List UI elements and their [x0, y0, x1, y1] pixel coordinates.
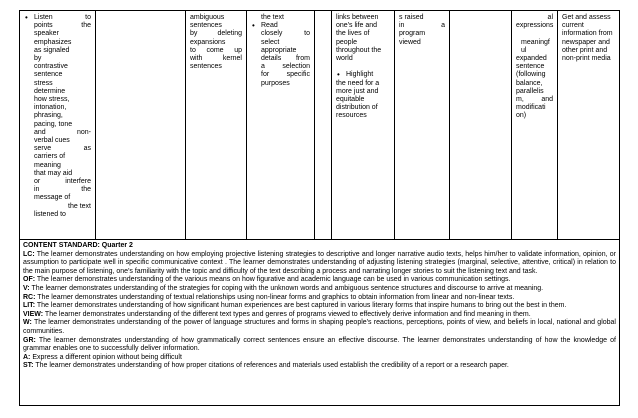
standard-text: The learner demonstrates understanding of how grammatically correct sentences ensure an effective discourse. The learner demonstrates understanding of how the knowledge of grammar enables one to successfully deliver information.	[23, 336, 616, 353]
cell-line: as signaled	[34, 46, 70, 54]
standard-item	[23, 311, 616, 320]
cell-line: modificati	[516, 104, 546, 112]
cell-line: a selection	[261, 63, 310, 71]
cell-line: by deleting	[190, 30, 242, 38]
cell-line: one's life and	[336, 22, 378, 30]
cell-line: stress	[34, 79, 53, 87]
cell-line: emphasizes	[34, 38, 72, 46]
cell-line: program	[399, 30, 426, 38]
cell-line: equitable	[336, 96, 365, 104]
standard-code: VIEW:	[23, 310, 44, 318]
standard-item	[23, 302, 616, 311]
cell-line: sentence	[516, 63, 545, 71]
cell-line: to come up	[190, 46, 242, 54]
cell-line: viewed	[399, 38, 421, 46]
standard-text: The learner demonstrates understanding of the power of language structures and forms in shaping people's reactions, perceptions, points of view, and beliefs in local, national and global communities.	[23, 319, 616, 335]
cell-line: balance,	[516, 79, 543, 87]
cell-line: listened to	[34, 210, 66, 218]
table-cell-listening	[20, 11, 96, 239]
cell-line: throughout the	[336, 46, 382, 54]
table-cell-grammar	[512, 11, 558, 239]
cell-line: pacing, tone	[34, 120, 73, 128]
cell-line: carriers of	[34, 153, 66, 161]
cell-line: the text	[68, 202, 91, 210]
cell-line: • Read	[261, 22, 278, 30]
table-cell-vocabulary	[186, 11, 247, 239]
cell-line: current	[562, 22, 584, 30]
cell-line: that may aid	[34, 169, 73, 177]
standard-item	[23, 294, 616, 303]
cell-line: points the	[34, 22, 91, 30]
standard-text: The learner demonstrates understanding of the different text types and genres of programs viewed to effectively derive information and find meaning in them.	[43, 310, 531, 318]
standard-item	[23, 354, 616, 363]
cell-line: serve as	[34, 145, 91, 153]
cell-line: appropriate	[261, 46, 297, 54]
cell-line: ul	[521, 46, 527, 54]
table-cell-study-strategies	[558, 11, 619, 239]
cell-line: message of	[34, 194, 71, 202]
standard-text: The learner demonstrates understanding of the various means on how figurative and academic language can be used in various communication settings.	[35, 276, 511, 284]
standard-code: W:	[23, 319, 32, 327]
cell-line: sentences	[190, 63, 222, 71]
bullet-item	[24, 14, 91, 219]
cell-line: sentence	[34, 71, 63, 79]
cell-line: on)	[516, 112, 527, 120]
standard-code: LIT:	[23, 302, 36, 310]
standard-code: ST:	[23, 362, 34, 370]
cell-line: distribution of	[336, 104, 378, 112]
cell-line: al	[547, 14, 553, 21]
cell-line: • Highlight	[346, 71, 374, 79]
cell-line: determine	[34, 87, 66, 95]
cell-line: m, and	[516, 96, 553, 104]
cell-line: with kernel	[190, 55, 242, 63]
cell-line: or interfere	[34, 178, 91, 186]
bullet-item	[251, 22, 310, 88]
standard-code: A:	[23, 353, 31, 361]
cell-line: ambiguous	[190, 14, 225, 21]
cell-line: select	[261, 38, 280, 46]
standard-text: The learner demonstrates understanding of textual relationships using non-linear forms and graphics to obtain information from linear and non-linear texts.	[35, 293, 515, 301]
standard-code: GR:	[23, 336, 36, 344]
cell-line: the need for a	[336, 79, 380, 87]
cell-line: expansions	[190, 38, 226, 46]
cell-line: sentences	[190, 22, 222, 30]
standard-item	[23, 251, 616, 277]
content-standard-box	[19, 240, 620, 406]
cell-line	[336, 63, 390, 71]
standard-code: V:	[23, 284, 30, 292]
cell-line: • Listen to	[34, 14, 91, 21]
cell-line: by	[34, 55, 42, 63]
standard-item	[23, 285, 616, 294]
cell-line: world	[336, 55, 353, 63]
bullet-item	[336, 71, 390, 120]
cell-line: meaningf	[521, 38, 550, 46]
standard-item	[23, 362, 616, 371]
table-cell-empty	[450, 11, 512, 239]
cell-line: parallelis	[516, 87, 544, 95]
standard-item	[23, 319, 616, 336]
cell-line: and non-	[34, 128, 91, 136]
cell-line	[516, 30, 553, 38]
standard-text: The learner demonstrates understanding of how proper citations of references and materials used establish the credibility of a report or a research paper.	[33, 362, 509, 370]
table-cell-reading	[247, 11, 315, 239]
cell-line: details from	[261, 55, 310, 63]
standard-code: RC:	[23, 293, 36, 301]
cell-line: for specific	[261, 71, 310, 79]
cell-line: Get and assess	[562, 14, 611, 21]
cell-line: the text	[261, 14, 284, 21]
cell-line: closely to	[261, 30, 310, 38]
cell-line: information from	[562, 30, 613, 38]
standard-code: OF:	[23, 276, 36, 284]
cell-line: contrastive	[34, 63, 68, 71]
cell-line: verbal cues	[34, 137, 70, 145]
cell-line: non-print media	[562, 55, 611, 63]
table-cell-literature	[332, 11, 395, 239]
table-cell-empty	[96, 11, 186, 239]
cell-line: how stress,	[34, 96, 70, 104]
standard-text: The learner demonstrates understanding of the strategies for coping with the unknown words and ambiguous sentence structures and discourse to arrive at meaning.	[29, 284, 544, 292]
standard-item	[23, 276, 616, 285]
cell-line: newspaper and	[562, 38, 610, 46]
cell-line: purposes	[261, 79, 290, 87]
cell-line: intonation,	[34, 104, 67, 112]
cell-line: in the	[34, 186, 91, 194]
table-cell-viewing	[395, 11, 450, 239]
cell-line: people	[336, 38, 358, 46]
cell-line: (following	[516, 71, 546, 79]
cell-line: meaning	[34, 161, 61, 169]
cell-line: resources	[336, 112, 367, 120]
standard-text: The learner demonstrates understanding on how employing projective listening strategies to descriptive and longer narrative audio texts, helps him/her to validate information, opinion, or assumption to participate well in specific communicative context . The learner demonstrates understanding of adjusting listening strategies (marginal, selective, attentive, critical) in relation to the main purpose of listening, one's familiarity with the topic and difficulty of the text describing a process and narrating longer stories to suit the listening text and task.	[23, 250, 616, 275]
standard-item	[23, 337, 616, 354]
cell-line: expressions	[516, 22, 554, 30]
cell-line: speaker	[34, 30, 59, 38]
cell-line: other print and	[562, 46, 608, 54]
cell-line: the lives of	[336, 30, 370, 38]
competency-table	[19, 10, 620, 240]
standard-text: Express a different opinion without being difficult	[30, 353, 182, 361]
cell-line: phrasing,	[34, 112, 63, 120]
cell-line: more just and	[336, 87, 379, 95]
standard-code: LC:	[23, 250, 35, 258]
table-cell-empty	[315, 11, 332, 239]
cell-line: links between	[336, 14, 379, 21]
cell-line: in a	[399, 22, 445, 30]
standard-text: The learner demonstrates understanding of how significant human experiences are best captured in various literary forms that inspire humans to bring out the best in them.	[35, 302, 567, 310]
cell-line: s raised	[399, 14, 424, 21]
content-standard-title: CONTENT STANDARD: Quarter 2	[23, 242, 133, 249]
cell-line: expanded	[516, 55, 547, 63]
